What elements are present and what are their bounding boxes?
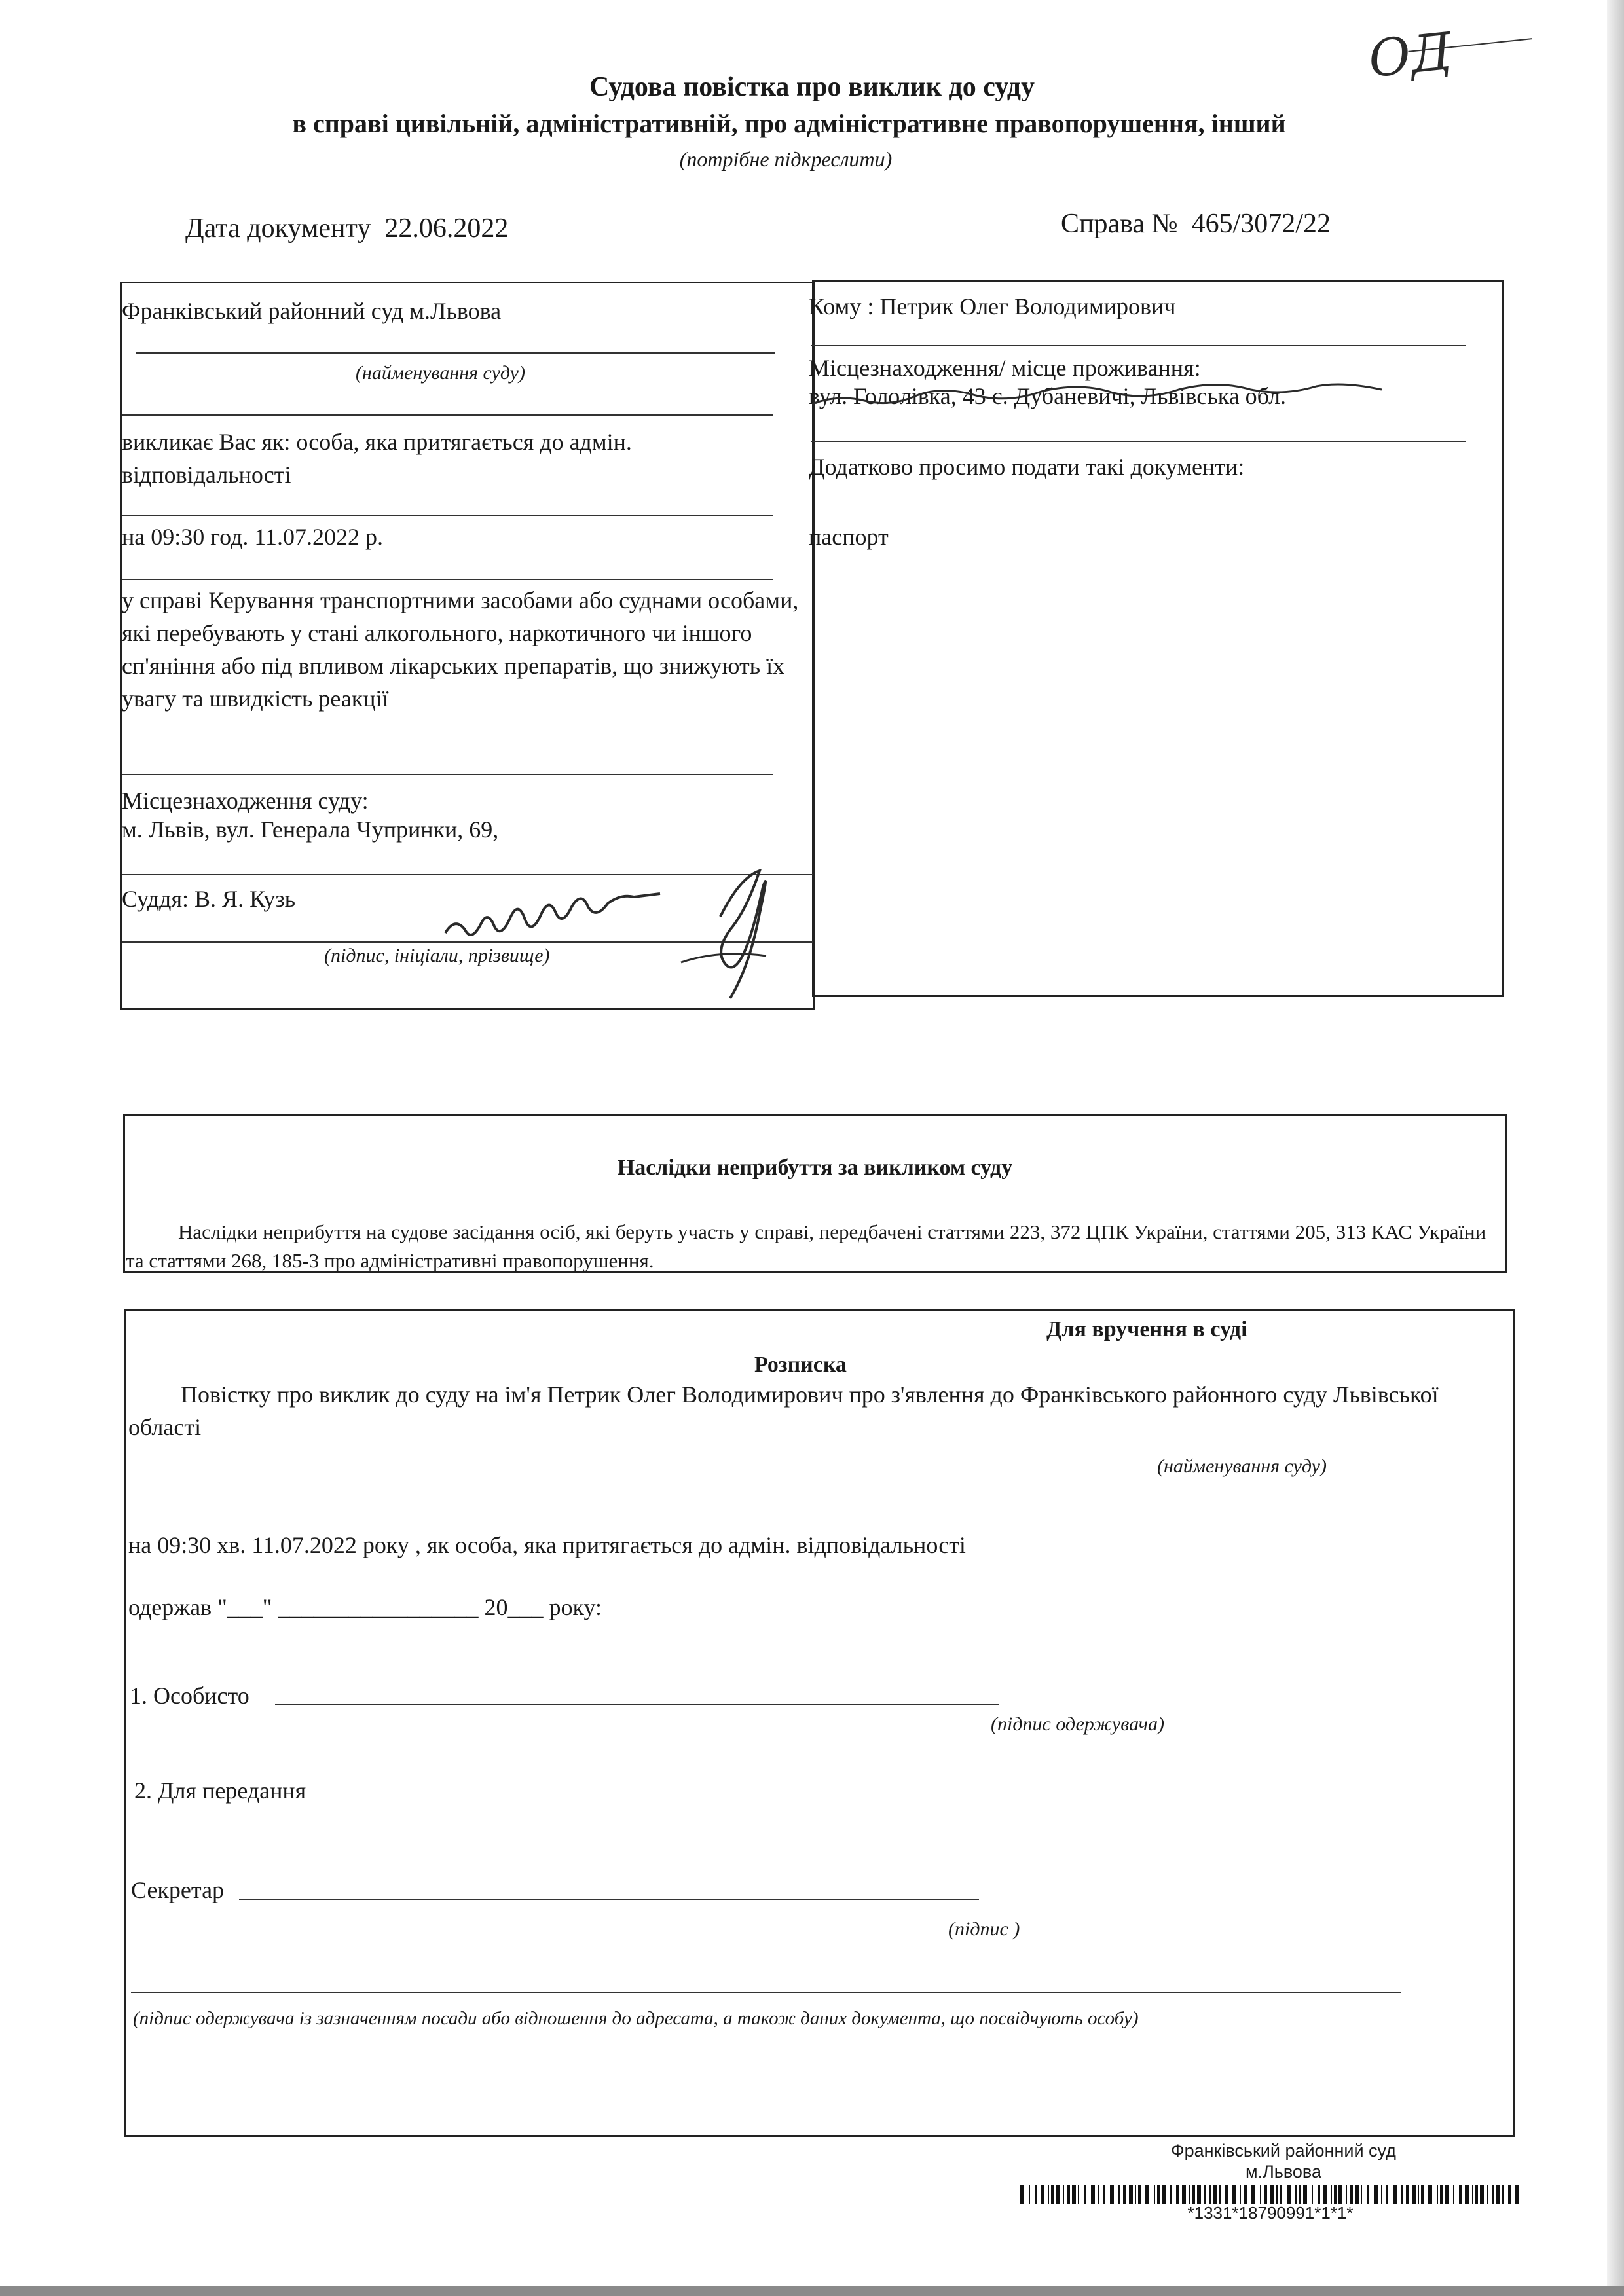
address-value: вул. Гололівка, 43 с. Дубаневичі, Львівська обл. xyxy=(809,383,1286,409)
court-name-caption: (найменування суду) xyxy=(356,362,525,384)
scan-bottom-edge xyxy=(0,2286,1624,2296)
receipt-court-caption: (найменування суду) xyxy=(1157,1455,1327,1477)
consequences-title: Наслідки неприбуття за викликом суду xyxy=(617,1156,1013,1180)
bottom-signature-caption: (підпис одержувача із зазначенням посади або відношення до адресата, а також даних документа, що посвідчують особу) xyxy=(133,2008,1139,2029)
court-name-line xyxy=(136,352,775,354)
divider-4 xyxy=(122,774,773,775)
underline-note: (потрібне підкреслити) xyxy=(679,147,893,171)
secretary-label: Секретар xyxy=(131,1877,225,1903)
bottom-signature-line xyxy=(131,1992,1401,1993)
case-number-label: Справа № xyxy=(1061,209,1178,239)
court-name: Франківський районний суд м.Львова xyxy=(122,298,502,324)
scan-edge xyxy=(1607,0,1624,2296)
receipt-title: Розписка xyxy=(754,1353,847,1377)
judge-signature-icon xyxy=(432,838,825,1021)
footer-court-line1: Франківський районний суд xyxy=(1171,2141,1396,2160)
judge-name: Суддя: В. Я. Кузь xyxy=(122,886,296,912)
address-strikeout-icon xyxy=(809,388,1392,414)
document-date-label: Дата документу xyxy=(185,213,371,244)
court-location: м. Львів, вул. Генерала Чупринки, 69, xyxy=(122,816,499,843)
recipient-name: Кому : Петрик Олег Володимирович xyxy=(809,293,1176,319)
case-subject: у справі Керування транспортними засобами або суднами особами, які перебувають у стані алкогольного, наркотичного чи іншого сп'яніння або під впливом лікарських препаратів, що знижують їх увагу та швидкість реакції xyxy=(122,587,799,712)
page-subtitle: в справі цивільній, адміністративній, про адміністративне правопорушення, інший xyxy=(292,109,1286,138)
for-transfer-label: 2. Для передання xyxy=(134,1777,306,1804)
receipt-text: Повістку про виклик до суду на ім'я Петрик Олег Володимирович про з'явлення до Франківського районного суду Львівської області xyxy=(128,1381,1439,1440)
receipt-time-line: на 09:30 хв. 11.07.2022 року , як особа, яка притягається до адмін. відповідальності xyxy=(128,1532,966,1558)
document-date xyxy=(185,213,508,244)
divider-2 xyxy=(122,515,773,516)
signature-caption: (підпис, ініціали, прізвище) xyxy=(324,945,550,966)
documents-value: паспорт xyxy=(809,524,889,550)
document-date-value: 22.06.2022 xyxy=(384,213,509,244)
secretary-signature-line xyxy=(239,1899,979,1900)
summons-as: викликає Вас як: особа, яка притягається до адмін. відповідальності xyxy=(122,429,632,488)
secretary-signature-caption: (підпис ) xyxy=(948,1918,1020,1940)
footer-court-line2: м.Львова xyxy=(1246,2162,1321,2181)
case-number xyxy=(1061,208,1331,240)
address-label: Місцезнаходження/ місце проживання: xyxy=(809,355,1201,381)
personally-signature-line xyxy=(275,1704,999,1705)
address-line xyxy=(811,441,1466,442)
divider-1 xyxy=(122,414,773,416)
documents-label: Додатково просимо подати такі документи: xyxy=(809,454,1245,480)
summons-time: на 09:30 год. 11.07.2022 р. xyxy=(122,524,384,550)
divider-3 xyxy=(122,579,773,580)
barcode-text: *1331*18790991*1*1* xyxy=(1187,2203,1354,2223)
recipient-line xyxy=(811,345,1466,346)
corner-handwritten-mark: ОД xyxy=(1365,22,1455,90)
recipient-signature-caption: (підпис одержувача) xyxy=(991,1713,1164,1735)
consequences-text: Наслідки неприбуття на судове засідання осіб, які беруть участь у справі, передбачені статтями 223, 372 ЦПК України, статтями 205, 313 КАС України та статтями 268, 185-3 про адміністративні правопорушення. xyxy=(126,1220,1486,1272)
received-date-line: одержав "___" _________________ 20___ року: xyxy=(128,1594,602,1620)
court-location-label: Місцезнаходження суду: xyxy=(122,788,369,814)
for-court-label: Для вручення в суді xyxy=(1046,1317,1247,1341)
case-number-value: 465/3072/22 xyxy=(1191,209,1331,239)
personally-label: 1. Особисто xyxy=(130,1683,249,1709)
page-title: Судова повістка про виклик до суду xyxy=(589,72,1035,102)
